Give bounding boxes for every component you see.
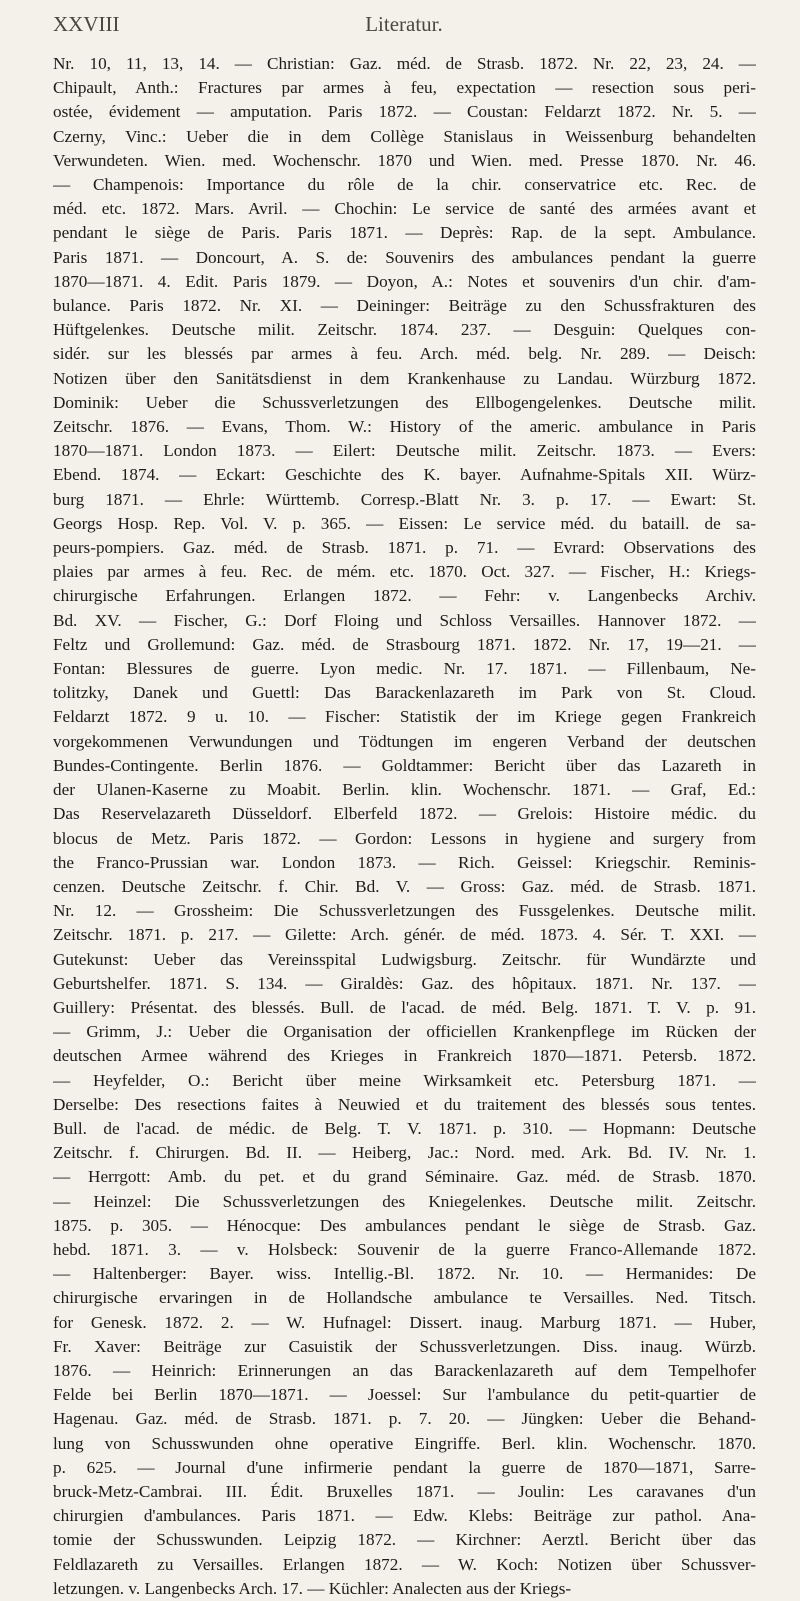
text-line: Das Reservelazareth Düsseldorf. Elberfeld 1872. — Grelois: Histoire médic. du [53, 804, 756, 824]
text-line: — Heinzel: Die Schussverletzungen des Kniegelenkes. Deutsche milit. Zeitschr. [53, 1191, 756, 1211]
text-line: Feltz und Grollemund: Gaz. méd. de Strasbourg 1871. 1872. Nr. 17, 19—21. — [53, 634, 756, 654]
text-line: bulance. Paris 1872. Nr. XI. — Deininger: Beiträge zu den Schussfrakturen des [53, 296, 756, 316]
text-line: Fontan: Blessures de guerre. Lyon medic. Nr. 17. 1871. — Fillenbaum, Ne- [53, 659, 756, 679]
text-line: Georgs Hosp. Rep. Vol. V. p. 365. — Eissen: Le service méd. du bataill. de sa- [53, 513, 756, 533]
text-line: Geburtshelfer. 1871. S. 134. — Giraldès: Gaz. des hôpitaux. 1871. Nr. 137. — [53, 973, 756, 993]
text-line: letzungen. v. Langenbecks Arch. 17. — Küchler: Analecten aus der Kriegs- [53, 1578, 572, 1598]
text-line: Felde bei Berlin 1870—1871. — Joessel: Sur l'ambulance du petit-quartier de [53, 1385, 756, 1405]
page-number: XXVIII [53, 12, 120, 36]
text-line: lung von Schusswunden ohne operative Eingriffe. Berl. klin. Wochenschr. 1870. [53, 1433, 756, 1453]
text-line: the Franco-Prussian war. London 1873. — Rich. Geissel: Kriegschir. Reminis- [53, 852, 756, 872]
text-line: Zeitschr. 1876. — Evans, Thom. W.: History of the americ. ambulance in Paris [53, 417, 756, 437]
text-line: Nr. 12. — Grossheim: Die Schussverletzungen des Fussgelenkes. Deutsche milit. [53, 901, 756, 921]
text-line: Hagenau. Gaz. méd. de Strasb. 1871. p. 7. 20. — Jüngken: Ueber die Behand- [53, 1409, 756, 1429]
text-line: Bd. XV. — Fischer, G.: Dorf Floing und Schloss Versailles. Hannover 1872. — [53, 610, 756, 630]
text-line: Feldarzt 1872. 9 u. 10. — Fischer: Statistik der im Kriege gegen Frankreich [53, 707, 756, 727]
text-line: Bundes-Contingente. Berlin 1876. — Goldtammer: Bericht über das Lazareth in [53, 755, 756, 775]
text-line: — Herrgott: Amb. du pet. et du grand Séminaire. Gaz. méd. de Strasb. 1870. [53, 1167, 756, 1187]
page-header [53, 6, 755, 38]
text-line: 1875. p. 305. — Hénocque: Des ambulances pendant le siège de Strasb. Gaz. [53, 1215, 756, 1235]
text-line: Ebend. 1874. — Eckart: Geschichte des K. bayer. Aufnahme-Spitals XII. Würz- [53, 465, 756, 485]
text-line: Chipault, Anth.: Fractures par armes à feu, expectation — resection sous peri- [53, 78, 756, 98]
text-line: méd. etc. 1872. Mars. Avril. — Chochin: Le service de santé des armées avant et [53, 199, 756, 219]
text-line: — Haltenberger: Bayer. wiss. Intellig.-Bl. 1872. Nr. 10. — Hermanides: De [53, 1264, 756, 1284]
running-title: Literatur. [365, 12, 443, 36]
text-line: Zeitschr. 1871. p. 217. — Gilette: Arch. génér. de méd. 1873. 4. Sér. T. XXI. — [53, 925, 756, 945]
text-line: tomie der Schusswunden. Leipzig 1872. — Kirchner: Aerztl. Bericht über das [53, 1530, 756, 1550]
text-line: pendant le siège de Paris. Paris 1871. — Deprès: Rap. de la sept. Ambulance. [53, 223, 756, 243]
text-line: p. 625. — Journal d'une infirmerie pendant la guerre de 1870—1871, Sarre- [53, 1457, 756, 1477]
text-line: — Heyfelder, O.: Bericht über meine Wirksamkeit etc. Petersburg 1871. — [53, 1070, 756, 1090]
text-line: Guillery: Présentat. des blessés. Bull. de l'acad. de méd. Belg. 1871. T. V. p. 91. [53, 997, 756, 1017]
text-line: — Grimm, J.: Ueber die Organisation der officiellen Krankenpflege im Rücken der [53, 1022, 756, 1042]
text-line: Gutekunst: Ueber das Vereinsspital Ludwigsburg. Zeitschr. für Wundärzte und [53, 949, 756, 969]
text-line: Feldlazareth zu Versailles. Erlangen 1872. — W. Koch: Notizen über Schussver- [53, 1554, 756, 1574]
text-line: hebd. 1871. 3. — v. Holsbeck: Souvenir de la guerre Franco-Allemande 1872. [53, 1239, 756, 1259]
text-line: Fr. Xaver: Beiträge zur Casuistik der Schussverletzungen. Diss. inaug. Würzb. [53, 1336, 756, 1356]
text-line: Bull. de l'acad. de médic. de Belg. T. V. 1871. p. 310. — Hopmann: Deutsche [53, 1118, 756, 1138]
text-line: 1876. — Heinrich: Erinnerungen an das Barackenlazareth auf dem Tempelhofer [53, 1360, 756, 1380]
text-line: chirurgien d'ambulances. Paris 1871. — Edw. Klebs: Beiträge zur pathol. Ana- [53, 1506, 756, 1526]
text-line: blocus de Metz. Paris 1872. — Gordon: Lessons in hygiene and surgery from [53, 828, 756, 848]
bibliography-text [53, 52, 756, 1601]
text-line: chirurgische ervaringen in de Hollandsche ambulance te Versailles. Ned. Titsch. [53, 1288, 756, 1308]
text-line: vorgekommenen Verwundungen und Tödtungen im engeren Verband der deutschen [53, 731, 756, 751]
text-line: deutschen Armee während des Krieges in Frankreich 1870—1871. Petersb. 1872. [53, 1046, 756, 1066]
text-line: ostée, évidement — amputation. Paris 1872. — Coustan: Feldarzt 1872. Nr. 5. — [53, 102, 756, 122]
text-line: Notizen über den Sanitätsdienst in dem Krankenhause zu Landau. Würzburg 1872. [53, 368, 756, 388]
text-line: Dominik: Ueber die Schussverletzungen des Ellbogengelenkes. Deutsche milit. [53, 392, 756, 412]
text-line: Czerny, Vinc.: Ueber die in dem Collège Stanislaus in Weissenburg behandelten [53, 126, 756, 146]
text-line: sidér. sur les blessés par armes à feu. Arch. méd. belg. Nr. 289. — Deisch: [53, 344, 756, 364]
text-line: Paris 1871. — Doncourt, A. S. de: Souvenirs des ambulances pendant la guerre [53, 247, 756, 267]
text-line: bruck-Metz-Cambrai. III. Édit. Bruxelles 1871. — Joulin: Les caravanes d'un [53, 1481, 756, 1501]
text-line: Verwundeten. Wien. med. Wochenschr. 1870 und Wien. med. Presse 1870. Nr. 46. [53, 150, 756, 170]
text-line: chirurgische Erfahrungen. Erlangen 1872. — Fehr: v. Langenbecks Archiv. [53, 586, 756, 606]
text-line: Derselbe: Des resections faites à Neuwied et du traitement des blessés sous tentes. [53, 1094, 756, 1114]
text-line: Nr. 10, 11, 13, 14. — Christian: Gaz. méd. de Strasb. 1872. Nr. 22, 23, 24. — [53, 54, 756, 73]
text-line: 1870—1871. 4. Edit. Paris 1879. — Doyon, A.: Notes et souvenirs d'un chir. d'am- [53, 271, 756, 291]
text-line: Zeitschr. f. Chirurgen. Bd. II. — Heiberg, Jac.: Nord. med. Ark. Bd. IV. Nr. 1. [53, 1143, 756, 1163]
text-line: Hüftgelenkes. Deutsche milit. Zeitschr. 1874. 237. — Desguin: Quelques con- [53, 320, 756, 340]
text-line: plaies par armes à feu. Rec. de mém. etc. 1870. Oct. 327. — Fischer, H.: Kriegs- [53, 562, 756, 582]
text-line: for Genesk. 1872. 2. — W. Hufnagel: Dissert. inaug. Marburg 1871. — Huber, [53, 1312, 756, 1332]
text-line: tolitzky, Danek und Guettl: Das Barackenlazareth im Park von St. Cloud. [53, 683, 756, 703]
text-line: burg 1871. — Ehrle: Württemb. Corresp.-Blatt Nr. 3. p. 17. — Ewart: St. [53, 489, 756, 509]
text-line: der Ulanen-Kaserne zu Moabit. Berlin. klin. Wochenschr. 1871. — Graf, Ed.: [53, 780, 756, 800]
text-line: peurs-pompiers. Gaz. méd. de Strasb. 1871. p. 71. — Evrard: Observations des [53, 538, 756, 558]
text-line: — Champenois: Importance du rôle de la chir. conservatrice etc. Rec. de [53, 175, 756, 195]
text-line: cenzen. Deutsche Zeitschr. f. Chir. Bd. V. — Gross: Gaz. méd. de Strasb. 1871. [53, 876, 756, 896]
text-line: 1870—1871. London 1873. — Eilert: Deutsche milit. Zeitschr. 1873. — Evers: [53, 441, 756, 461]
